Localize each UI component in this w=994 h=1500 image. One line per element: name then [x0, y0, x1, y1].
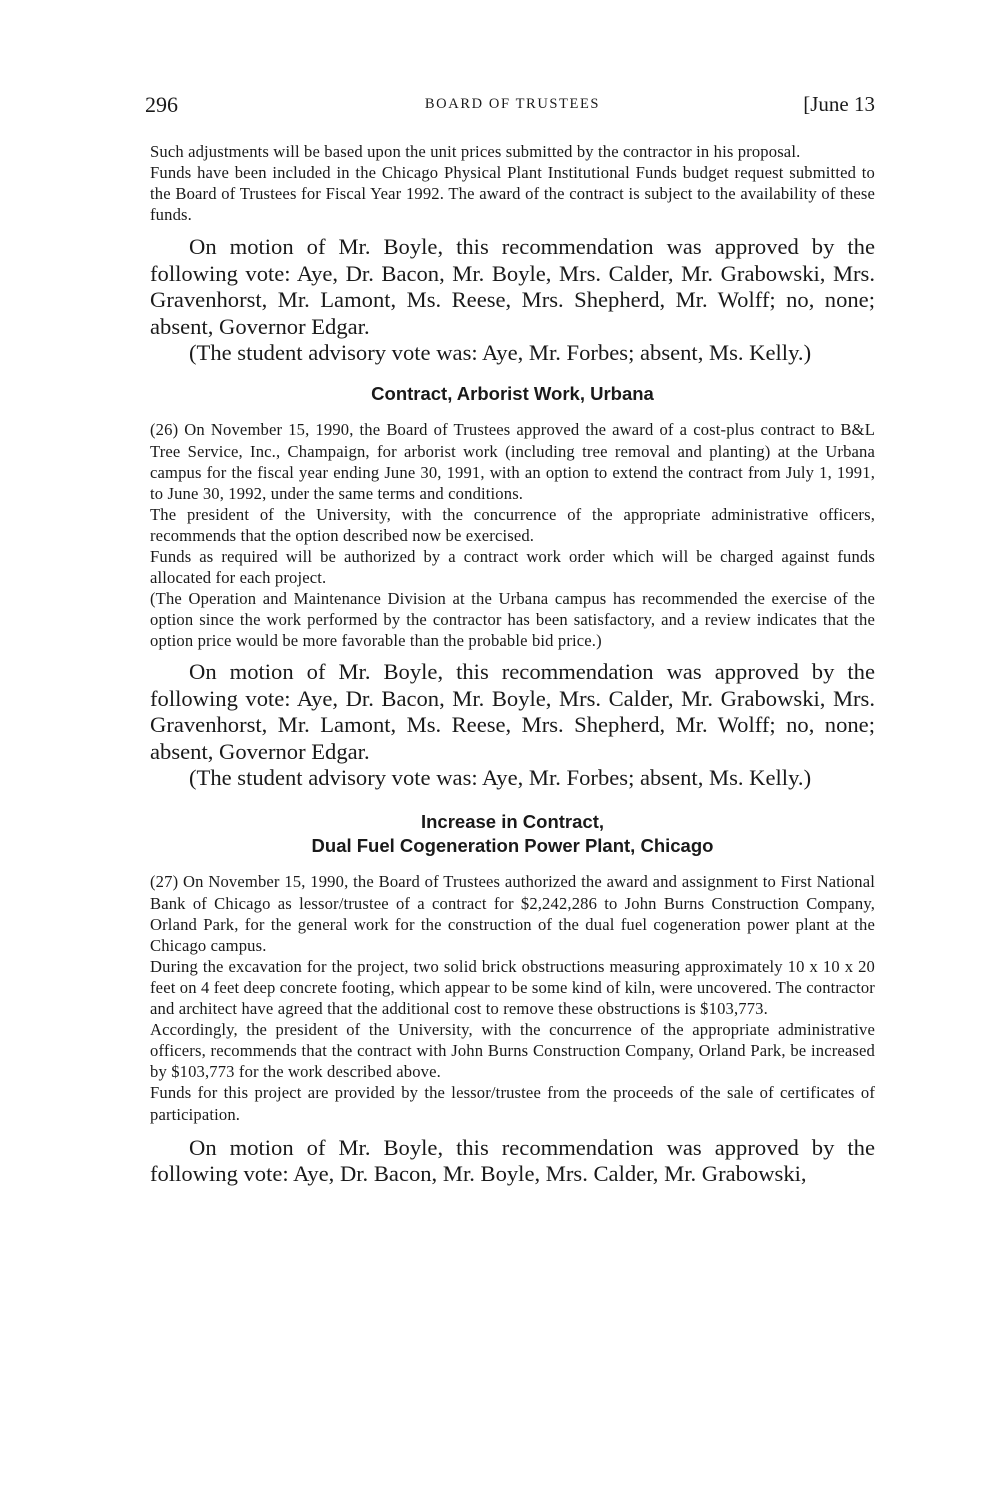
- continued-section: [150, 141, 875, 366]
- section-heading: Increase in Contract,: [420, 811, 604, 833]
- page-number: 296: [145, 92, 178, 117]
- paragraph: The president of the University, with the concurrence of the appropriate administrative officers, recommends that the option described now be exercised.: [150, 504, 875, 545]
- student-vote: (The student advisory vote was: Aye, Mr. Forbes; absent, Ms. Kelly.): [189, 340, 812, 365]
- motion-paragraph: On motion of Mr. Boyle, this recommendation was approved by the following vote: Aye, Dr. Bacon, Mr. Boyle, Mrs. Calder, Mr. Grabowski, Mrs. Gravenhorst, Mr. Lamont, Ms. Reese, Mrs. Shepherd, Mr. Wolff; no, none; absent, Governor Edgar.: [150, 234, 875, 339]
- student-vote: (The student advisory vote was: Aye, Mr. Forbes; absent, Ms. Kelly.): [189, 765, 812, 791]
- paragraph: Funds have been included in the Chicago Physical Plant Institutional Funds budget request submitted to the Board of Trustees for Fiscal Year 1992. The award of the contract is subject to the availability of these funds.: [150, 163, 875, 225]
- motion-paragraph: On motion of Mr. Boyle, this recommendation was approved by the following vote: Aye, Dr. Bacon, Mr. Boyle, Mrs. Calder, Mr. Grabowski, Mrs. Gravenhorst, Mr. Lamont, Ms. Reese, Mrs. Shepherd, Mr. Wolff; no, none; absent, Governor Edgar.: [150, 659, 875, 764]
- running-title: BOARD OF TRUSTEES: [424, 96, 601, 112]
- paragraph: (26) On November 15, 1990, the Board of Trustees approved the award of a cost-plus contract to B&L Tree Service, Inc., Champaign, for arborist work (including tree removal and planting) at the Urbana campus for the fiscal year ending June 30, 1991, with an option to extend the contract from July 1, 1991, to June 30, 1992, under the same terms and conditions.: [150, 420, 875, 503]
- paragraph: Such adjustments will be based upon the unit prices submitted by the contractor in his proposal.: [150, 142, 801, 161]
- paragraph: (27) On November 15, 1990, the Board of Trustees authorized the award and assignment to First National Bank of Chicago as lessor/trustee of a contract for $2,242,286 to John Burns Construction Company, Orland Park, for the general work for the construction of the dual fuel cogeneration power plant at the Chicago campus.: [150, 872, 875, 955]
- section-cogeneration: [150, 810, 875, 1187]
- document-page: [145, 92, 875, 1187]
- paragraph: Funds as required will be authorized by a contract work order which will be charged against funds allocated for each project.: [150, 546, 875, 588]
- paragraph: During the excavation for the project, two solid brick obstructions measuring approximately 10 x 10 x 20 feet on 4 feet deep concrete footing, which appear to be some kind of kiln, were uncovered. The contractor and architect have agreed that the additional cost to remove these obstructions is $103,773.: [150, 956, 875, 1019]
- section-heading: Contract, Arborist Work, Urbana: [371, 383, 654, 405]
- paragraph: Accordingly, the president of the University, with the concurrence of the appropriate administrative officers, recommends that the contract with John Burns Construction Company, Orland Park, be increased by $103,773 for the work described above.: [150, 1020, 875, 1082]
- paragraph: Funds for this project are provided by the lessor/trustee from the proceeds of the sale of certificates of participation.: [150, 1083, 875, 1124]
- header-date: [June 13: [803, 92, 875, 116]
- running-header: [145, 92, 875, 124]
- section-heading: Dual Fuel Cogeneration Power Plant, Chicago: [311, 835, 714, 857]
- motion-paragraph: On motion of Mr. Boyle, this recommendation was approved by the following vote: Aye, Dr. Bacon, Mr. Boyle, Mrs. Calder, Mr. Grabowski,: [150, 1134, 875, 1186]
- paragraph: (The Operation and Maintenance Division at the Urbana campus has recommended the exercise of the option since the work performed by the contractor has been satisfactory, and a review indicates that the option price would be more favorable than the probable bid price.): [150, 589, 875, 651]
- section-arborist: [150, 382, 875, 791]
